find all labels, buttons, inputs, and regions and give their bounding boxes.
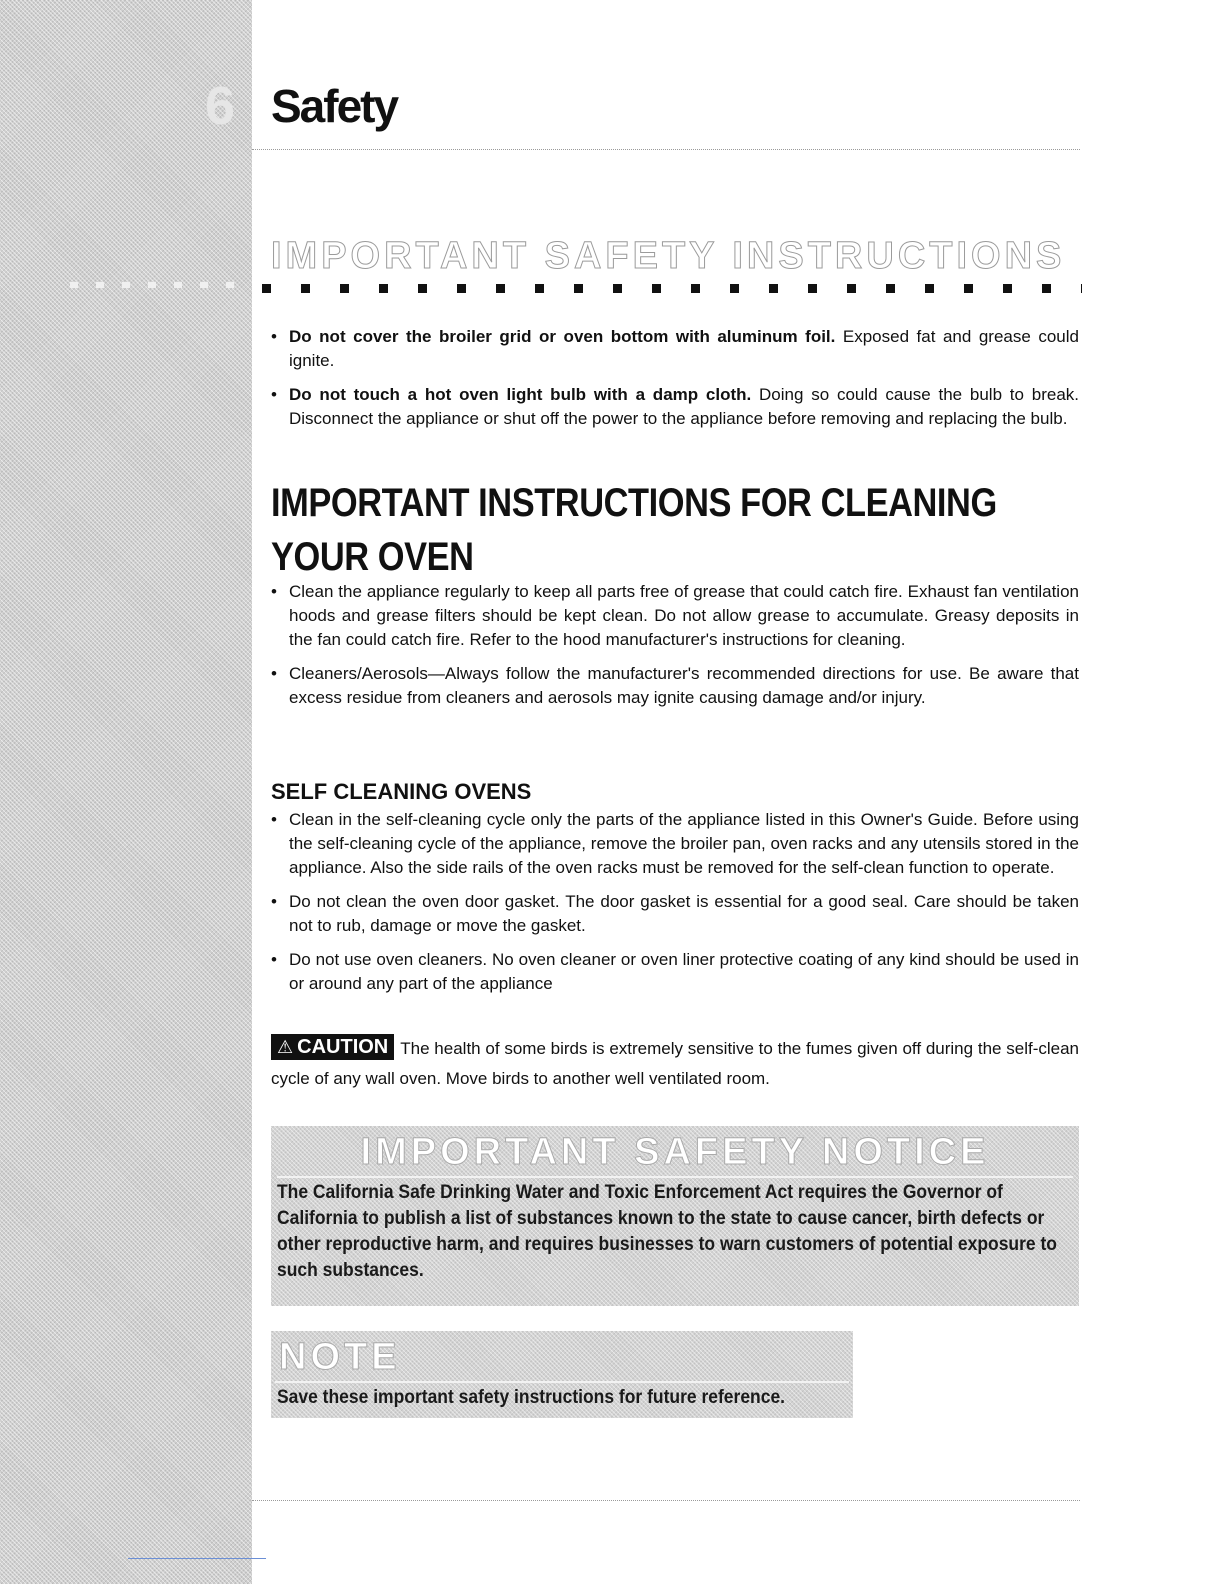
footer-divider: [252, 1500, 1080, 1501]
note-title: NOTE: [279, 1336, 401, 1378]
list-item: [271, 383, 1079, 431]
caution-text: The health of some birds is extremely sensitive to the fumes given off during the self-clean cycle of any wall oven. Move birds to another well ventilated room.: [271, 1039, 1079, 1088]
caution-label: CAUTION: [297, 1036, 389, 1058]
list-item: [271, 325, 1079, 373]
self-cleaning-bullet-list: [271, 808, 1079, 996]
cleaning-list-container: [271, 580, 1079, 720]
footer-link-underline: [128, 1558, 266, 1559]
top-bullet-list: [271, 325, 1079, 431]
cleaning-bullet-list: [271, 580, 1079, 710]
bullet-text: Doing so could cause the bulb to break. Disconnect the appliance or shut off the power to the appliance before removing and replacing the bulb.: [289, 385, 1079, 428]
warning-triangle-icon: ⚠: [277, 1037, 294, 1057]
safety-notice-box: [271, 1126, 1079, 1306]
caution-badge: [271, 1034, 394, 1060]
notice-title: IMPORTANT SAFETY NOTICE: [360, 1131, 990, 1173]
list-item: • Clean in the self-cleaning cycle only the parts of the appliance listed in this Owner's Guide. Before using the self-cleaning cycle of the appliance, remove the broiler pan, oven racks and any utensils stored in the appliance. Also the side rails of the oven racks must be removed for the self-clean function to operate.: [271, 808, 1079, 880]
page-number: 6: [204, 76, 236, 136]
cleaning-heading: IMPORTANT INSTRUCTIONS FOR CLEANING YOUR OVEN: [271, 481, 997, 579]
notice-divider: [277, 1176, 1073, 1178]
page-title: Safety: [271, 80, 398, 132]
left-sidebar-pattern: [0, 0, 252, 1584]
self-cleaning-list-container: [271, 808, 1079, 1006]
safety-instructions-banner: IMPORTANT SAFETY INSTRUCTIONS: [271, 235, 1066, 277]
square-bullet-divider: [262, 284, 1082, 293]
note-divider: [275, 1381, 849, 1383]
notice-text: The California Safe Drinking Water and Toxic Enforcement Act requires the Governor of California to publish a list of substances known to the state to cause cancer, birth defects or other reproductive harm, and requires businesses to warn customers of potential exposure to such substances.: [277, 1182, 1057, 1281]
list-item: • Cleaners/Aerosols—Always follow the manufacturer's recommended directions for use. Be aware that excess residue from cleaners and aerosols may ignite causing damage and/or injury.: [271, 662, 1079, 710]
bullet-text: Exposed fat and grease could ignite.: [289, 327, 1079, 370]
list-item: • Do not use oven cleaners. No oven cleaner or oven liner protective coating of any kind should be used in or around any part of the appliance: [271, 948, 1079, 996]
list-item: • Do not clean the oven door gasket. The door gasket is essential for a good seal. Care should be taken not to rub, damage or move the gasket.: [271, 890, 1079, 938]
title-divider: [252, 149, 1080, 150]
caution-paragraph: [271, 1034, 1079, 1094]
bullet-bold-lead: Do not touch a hot oven light bulb with a damp cloth.: [289, 385, 752, 404]
note-text: Save these important safety instructions for future reference.: [277, 1387, 786, 1408]
self-cleaning-heading: SELF CLEANING OVENS: [271, 779, 532, 804]
bullet-bold-lead: Do not cover the broiler grid or oven bottom with aluminum foil.: [289, 327, 836, 346]
sidebar-dash-row: [70, 282, 245, 288]
note-box: [271, 1331, 853, 1418]
list-item: • Clean the appliance regularly to keep all parts free of grease that could catch fire. Exhaust fan ventilation hoods and grease filters should be kept clean. Do not allow grease to accumulate. Greasy deposits in the fan could catch fire. Refer to the hood manufacturer's instructions for cleaning.: [271, 580, 1079, 652]
top-bullet-list-container: [271, 325, 1079, 441]
